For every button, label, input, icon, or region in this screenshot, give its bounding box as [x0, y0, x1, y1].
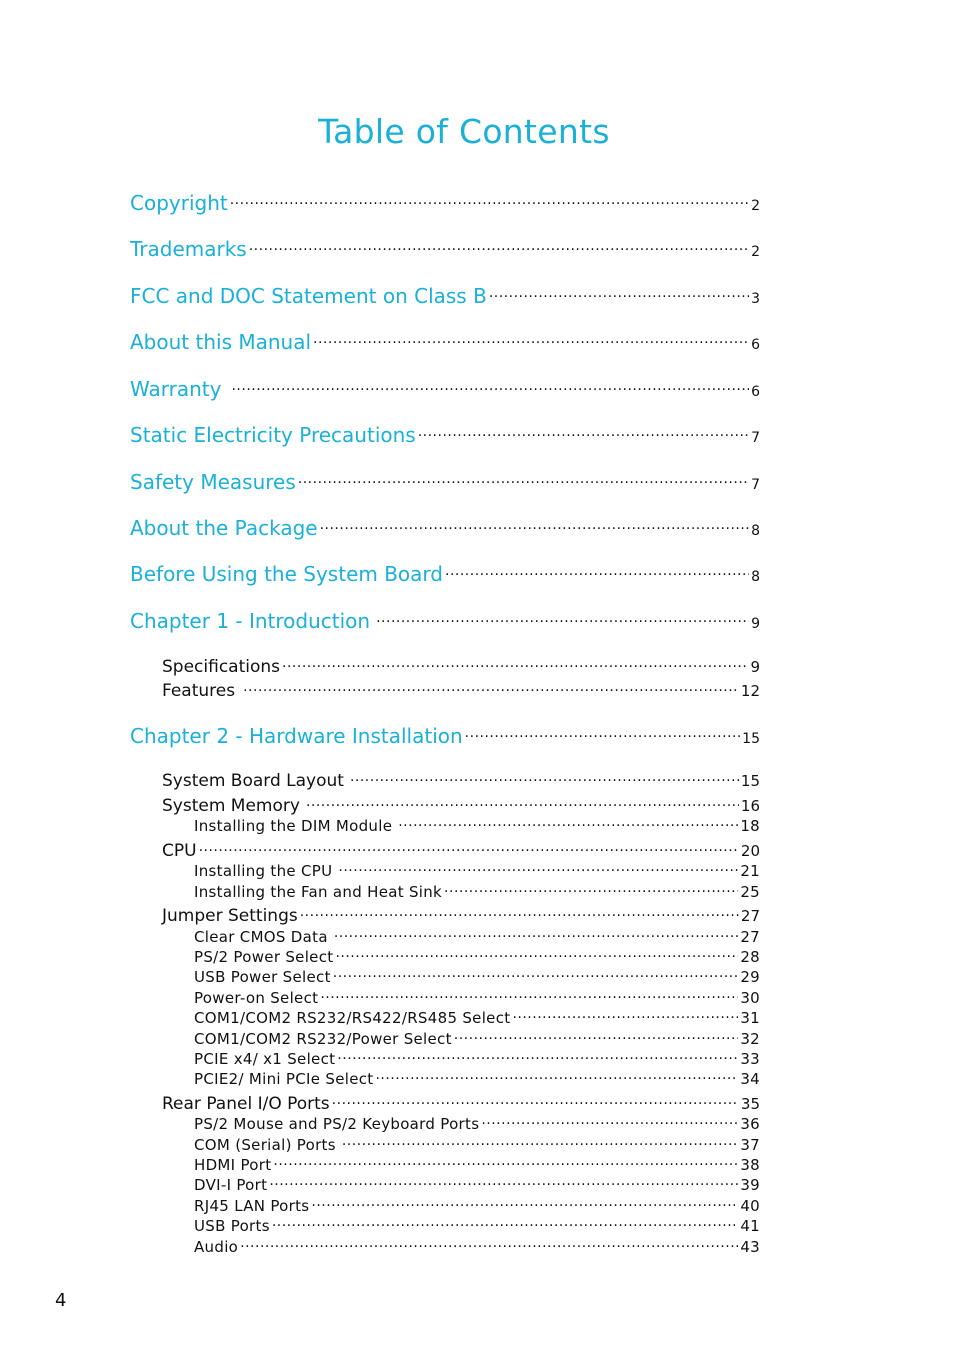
dot-leader — [298, 469, 749, 489]
toc-entry-pcie2-mini[interactable] — [194, 1069, 760, 1088]
toc-entry-fan-heat-sink[interactable] — [194, 882, 760, 901]
toc-entry-page: 28 — [740, 948, 760, 966]
toc-entry-page: 30 — [740, 989, 760, 1007]
toc-entry-com-rs485[interactable] — [194, 1008, 760, 1027]
toc-entry-page: 34 — [740, 1070, 760, 1088]
toc-entry-board-layout[interactable] — [162, 769, 760, 791]
toc-entry-page: 8 — [751, 569, 760, 585]
toc-entry-label: FCC and DOC Statement on Class B — [130, 284, 487, 308]
toc-entry-page: 16 — [740, 797, 760, 815]
dot-leader — [334, 927, 738, 942]
toc-entry-page: 27 — [740, 907, 760, 925]
toc-entry-page: 36 — [740, 1115, 760, 1133]
toc-entry-specifications[interactable] — [162, 655, 760, 677]
dot-leader — [376, 608, 749, 628]
toc-entry-label: COM (Serial) Ports — [194, 1136, 336, 1154]
toc-entry-safety[interactable] — [130, 469, 760, 494]
toc-entry-label: USB Ports — [194, 1217, 270, 1235]
dot-leader — [249, 236, 749, 256]
toc-entry-trademarks[interactable] — [130, 236, 760, 261]
toc-entry-label: PCIE x4/ x1 Select — [194, 1050, 336, 1068]
toc-entry-label: Chapter 2 - Hardware Installation — [130, 724, 463, 748]
toc-entry-clear-cmos[interactable] — [194, 927, 760, 946]
toc-entry-page: 2 — [751, 244, 760, 260]
toc-entry-hdmi-port[interactable] — [194, 1155, 760, 1174]
toc-entry-label: COM1/COM2 RS232/RS422/RS485 Select — [194, 1009, 511, 1027]
dot-leader — [481, 1114, 738, 1129]
toc-entry-copyright[interactable] — [130, 190, 760, 215]
toc-entry-dvi-port[interactable] — [194, 1175, 760, 1194]
toc-entry-label: Installing the CPU — [194, 862, 333, 880]
dot-leader — [282, 655, 748, 672]
toc-entry-chapter-1[interactable] — [130, 608, 760, 633]
dot-leader — [338, 861, 738, 876]
toc-entry-label: Audio — [194, 1238, 239, 1256]
dot-leader — [350, 769, 739, 786]
dot-leader — [306, 794, 739, 811]
toc-entry-installing-cpu[interactable] — [194, 861, 760, 880]
toc-entry-page: 8 — [751, 523, 760, 539]
toc-entry-rear-panel[interactable] — [162, 1092, 760, 1114]
toc-entry-label: COM1/COM2 RS232/Power Select — [194, 1030, 452, 1048]
dot-leader — [240, 1237, 738, 1252]
toc-entry-label: Specifications — [162, 657, 281, 677]
dot-leader — [445, 561, 749, 581]
toc-entry-com-ports[interactable] — [194, 1135, 760, 1154]
toc-entry-label: Clear CMOS Data — [194, 928, 328, 946]
toc-entry-page: 15 — [740, 772, 760, 790]
toc-entry-usb-power[interactable] — [194, 967, 760, 986]
toc-entry-page: 21 — [740, 862, 760, 880]
toc-entry-page: 25 — [740, 883, 760, 901]
toc-entry-dim-module[interactable] — [194, 816, 760, 835]
toc-entry-label: HDMI Port — [194, 1156, 272, 1174]
dot-leader — [398, 816, 738, 831]
toc-entry-page: 38 — [740, 1156, 760, 1174]
toc-entry-page: 43 — [740, 1238, 760, 1256]
dot-leader — [273, 1155, 738, 1170]
dot-leader — [454, 1029, 739, 1044]
dot-leader — [320, 515, 750, 535]
toc-entry-page: 18 — [740, 817, 760, 835]
toc-entry-fcc[interactable] — [130, 283, 760, 308]
dot-leader — [512, 1008, 738, 1023]
toc-entry-page: 40 — [740, 1197, 760, 1215]
toc-entry-label: System Memory — [162, 796, 300, 816]
toc-entry-com-power[interactable] — [194, 1029, 760, 1048]
toc-entry-label: PCIE2/ Mini PCIe Select — [194, 1070, 374, 1088]
toc-entry-label: Trademarks — [130, 237, 247, 261]
toc-entry-page: 32 — [740, 1030, 760, 1048]
toc-entry-label: PS/2 Mouse and PS/2 Keyboard Ports — [194, 1115, 480, 1133]
toc-entry-page: 9 — [750, 658, 760, 676]
toc-entry-page: 3 — [751, 291, 760, 307]
toc-entry-power-on[interactable] — [194, 988, 760, 1007]
toc-entry-page: 31 — [740, 1009, 760, 1027]
toc-entry-rj45-ports[interactable] — [194, 1196, 760, 1215]
toc-entry-page: 35 — [740, 1095, 760, 1113]
toc-entry-label: RJ45 LAN Ports — [194, 1197, 310, 1215]
toc-entry-system-memory[interactable] — [162, 794, 760, 816]
dot-leader — [243, 679, 739, 696]
toc-entry-page: 33 — [740, 1050, 760, 1068]
toc-entry-page: 37 — [740, 1136, 760, 1154]
toc-entry-page: 6 — [751, 384, 760, 400]
dot-leader — [320, 988, 738, 1003]
toc-entry-warranty[interactable] — [130, 376, 760, 401]
toc-entry-audio[interactable] — [194, 1237, 760, 1256]
toc-entry-package[interactable] — [130, 515, 760, 540]
toc-entry-page: 29 — [740, 968, 760, 986]
toc-entry-page: 6 — [751, 337, 760, 353]
toc-entry-features[interactable] — [162, 679, 760, 701]
toc-entry-before-using[interactable] — [130, 561, 760, 586]
toc-entry-ps2-ports[interactable] — [194, 1114, 760, 1133]
dot-leader — [335, 947, 738, 962]
toc-entry-label: Installing the DIM Module — [194, 817, 393, 835]
dot-leader — [489, 283, 749, 303]
dot-leader — [418, 422, 749, 442]
toc-entry-static[interactable] — [130, 422, 760, 447]
toc-entry-page: 20 — [740, 842, 760, 860]
dot-leader — [313, 329, 749, 349]
dot-leader — [332, 1092, 739, 1109]
dot-leader — [337, 1049, 738, 1064]
dot-leader — [269, 1175, 738, 1190]
toc-entry-jumper-settings[interactable] — [162, 904, 760, 926]
toc-entry-label: Installing the Fan and Heat Sink — [194, 883, 443, 901]
dot-leader — [199, 839, 739, 856]
dot-leader — [230, 190, 749, 210]
toc-entry-usb-ports[interactable] — [194, 1216, 760, 1235]
dot-leader — [333, 967, 739, 982]
dot-leader — [465, 723, 741, 743]
toc-entry-page: 9 — [751, 616, 760, 632]
toc-entry-pcie-select[interactable] — [194, 1049, 760, 1068]
dot-leader — [311, 1196, 738, 1211]
toc-entry-label: Safety Measures — [130, 470, 296, 494]
toc-entry-label: USB Power Select — [194, 968, 331, 986]
dot-leader — [300, 904, 739, 921]
toc-entry-label: Power-on Select — [194, 989, 319, 1007]
toc-entry-label: CPU — [162, 841, 197, 861]
toc-entry-label: System Board Layout — [162, 771, 344, 791]
toc-entry-label: Warranty — [130, 377, 222, 401]
toc-entry-chapter-2[interactable] — [130, 723, 760, 748]
toc-entry-about-manual[interactable] — [130, 329, 760, 354]
toc-entry-page: 15 — [742, 731, 760, 747]
toc-entry-page: 27 — [740, 928, 760, 946]
page-title: Table of Contents — [318, 112, 610, 151]
dot-leader — [231, 376, 749, 396]
toc-entry-label: About the Package — [130, 516, 318, 540]
toc-entry-label: Static Electricity Precautions — [130, 423, 416, 447]
toc-entry-page: 39 — [740, 1176, 760, 1194]
toc-entry-label: About this Manual — [130, 330, 312, 354]
toc-entry-label: Rear Panel I/O Ports — [162, 1094, 330, 1114]
toc-entry-page: 7 — [751, 430, 760, 446]
toc-entry-page: 41 — [740, 1217, 760, 1235]
toc-entry-label: Jumper Settings — [162, 906, 298, 926]
dot-leader — [342, 1135, 738, 1150]
toc-entry-label: DVI-I Port — [194, 1176, 268, 1194]
toc-entry-cpu[interactable] — [162, 839, 760, 861]
toc-entry-page: 2 — [751, 198, 760, 214]
toc-entry-label: Before Using the System Board — [130, 562, 443, 586]
dot-leader — [444, 882, 738, 897]
toc-entry-label: Chapter 1 - Introduction — [130, 609, 371, 633]
toc-entry-label: Features — [162, 681, 236, 701]
toc-entry-ps2-power[interactable] — [194, 947, 760, 966]
toc-entry-page: 12 — [740, 682, 760, 700]
toc-entry-label: PS/2 Power Select — [194, 948, 334, 966]
dot-leader — [375, 1069, 738, 1084]
toc-entry-label: Copyright — [130, 191, 228, 215]
toc-entry-page: 7 — [751, 477, 760, 493]
dot-leader — [272, 1216, 739, 1231]
page-number: 4 — [55, 1290, 67, 1311]
